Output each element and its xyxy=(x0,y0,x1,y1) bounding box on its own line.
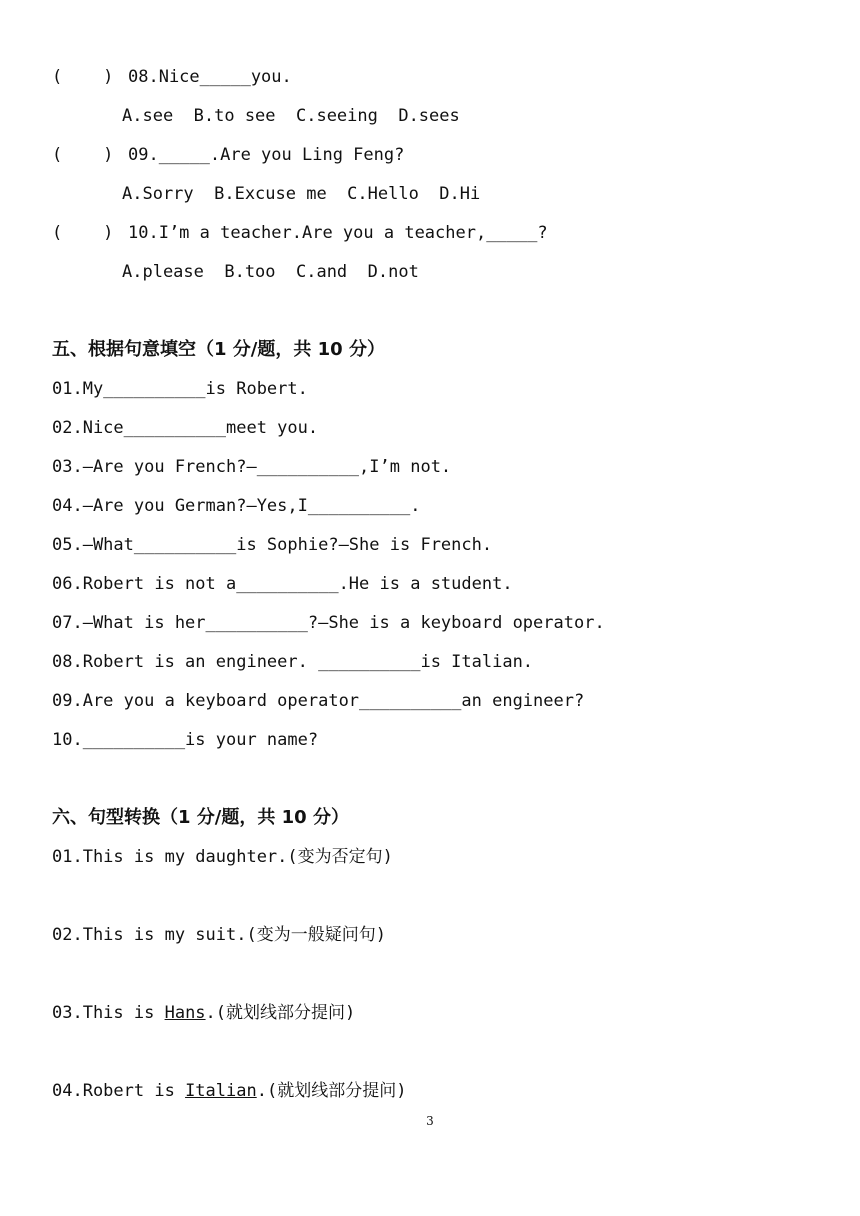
fill-blank-item: 03.—Are you French?—__________,I’m not. xyxy=(52,457,452,477)
fill-blank-item: 06.Robert is not a__________.He is a student. xyxy=(52,574,513,594)
fill-blank-item: 08.Robert is an engineer. __________is Italian. xyxy=(52,652,534,672)
section-6-heading: 六、句型转换（1 分/题，共 10 分） xyxy=(52,807,349,828)
sentence-text: 03.This is xyxy=(52,1003,165,1023)
underlined-part: Italian xyxy=(185,1081,257,1101)
sentence-text: 04.Robert is xyxy=(52,1081,186,1101)
question-stem: 09._____.Are you Ling Feng? xyxy=(128,145,405,165)
section-5-heading: 五、根据句意填空（1 分/题，共 10 分） xyxy=(52,339,385,360)
answer-paren: ( ) xyxy=(52,223,114,243)
answer-paren: ( ) xyxy=(52,67,114,87)
question-stem: 08.Nice_____you. xyxy=(128,67,292,87)
instruction-text: (变为一般疑问句) xyxy=(246,925,386,945)
mc-question-08 xyxy=(52,66,292,88)
fill-blank-item: 09.Are you a keyboard operator__________an engineer? xyxy=(52,691,585,711)
instruction-text: (变为否定句) xyxy=(287,847,393,867)
fill-blank-item: 10.__________is your name? xyxy=(52,730,319,750)
underlined-part: Hans xyxy=(164,1003,206,1023)
sentence-text: 01.This is my daughter. xyxy=(52,847,288,867)
fill-blank-item: 04.—Are you German?—Yes,I__________. xyxy=(52,496,421,516)
sentence-text: 02.This is my suit. xyxy=(52,925,247,945)
transform-item-03 xyxy=(52,1002,355,1024)
instruction-text: .(就划线部分提问) xyxy=(205,1003,356,1023)
fill-blank-item: 07.—What is her__________?—She is a keyboard operator. xyxy=(52,613,605,633)
transform-item-01 xyxy=(52,846,393,868)
page-number: 3 xyxy=(426,1114,434,1128)
fill-blank-item: 05.—What__________is Sophie?—She is French. xyxy=(52,535,493,555)
fill-blank-item: 01.My__________is Robert. xyxy=(52,379,308,399)
mc-options-08: A.see B.to see C.seeing D.sees xyxy=(122,106,460,126)
mc-options-09: A.Sorry B.Excuse me C.Hello D.Hi xyxy=(122,184,481,204)
instruction-text: .(就划线部分提问) xyxy=(256,1081,407,1101)
mc-options-10: A.please B.too C.and D.not xyxy=(122,262,419,282)
mc-question-09 xyxy=(52,144,404,166)
question-stem: 10.I’m a teacher.Are you a teacher,_____? xyxy=(128,223,548,243)
mc-question-10 xyxy=(52,222,548,244)
fill-blank-item: 02.Nice__________meet you. xyxy=(52,418,319,438)
transform-item-04 xyxy=(52,1080,406,1102)
answer-paren: ( ) xyxy=(52,145,114,165)
transform-item-02 xyxy=(52,924,386,946)
